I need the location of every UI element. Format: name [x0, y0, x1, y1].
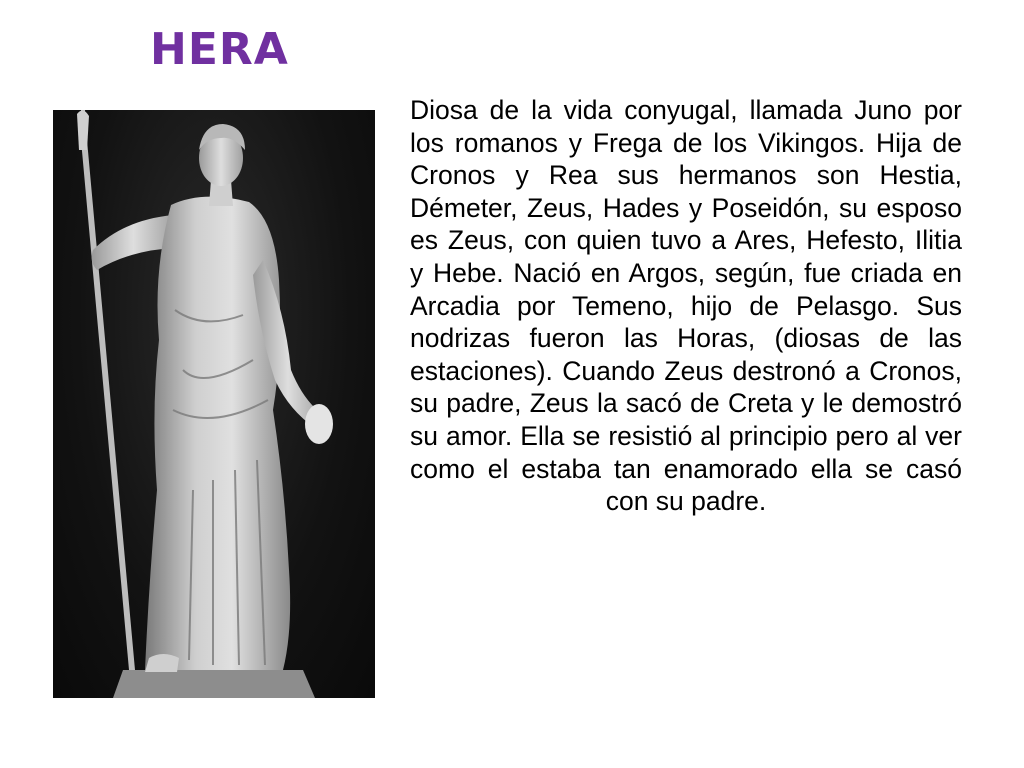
slide-title: HERA: [150, 24, 289, 75]
staff: [77, 110, 135, 670]
patera-dish: [305, 404, 333, 444]
body-paragraph: Diosa de la vida conyugal, llamada Juno por los romanos y Frega de los Vikingos. Hija de Cronos y Rea sus hermanos son Hestia, Démeter, Zeus, Hades y Poseidón, su esposo es Zeus, con quien tuvo a Ares, Hefesto, Ilitia y Hebe. Nació en Argos, según, fue criada en Arcadia por Temeno, hijo de Pelasgo. Sus nodrizas fueron las Horas, (diosas de las estaciones). Cuando Zeus destronó a Cronos, su padre, Zeus la sacó de Creta y le demostró su amor. Ella se resistió al principio pero al ver como el estaba tan enamorado ella se casó con su padre.: [410, 95, 962, 517]
statue-illustration: [53, 110, 375, 698]
robe: [145, 197, 290, 670]
hera-statue-photo: [53, 110, 375, 698]
statue-base: [113, 670, 315, 698]
